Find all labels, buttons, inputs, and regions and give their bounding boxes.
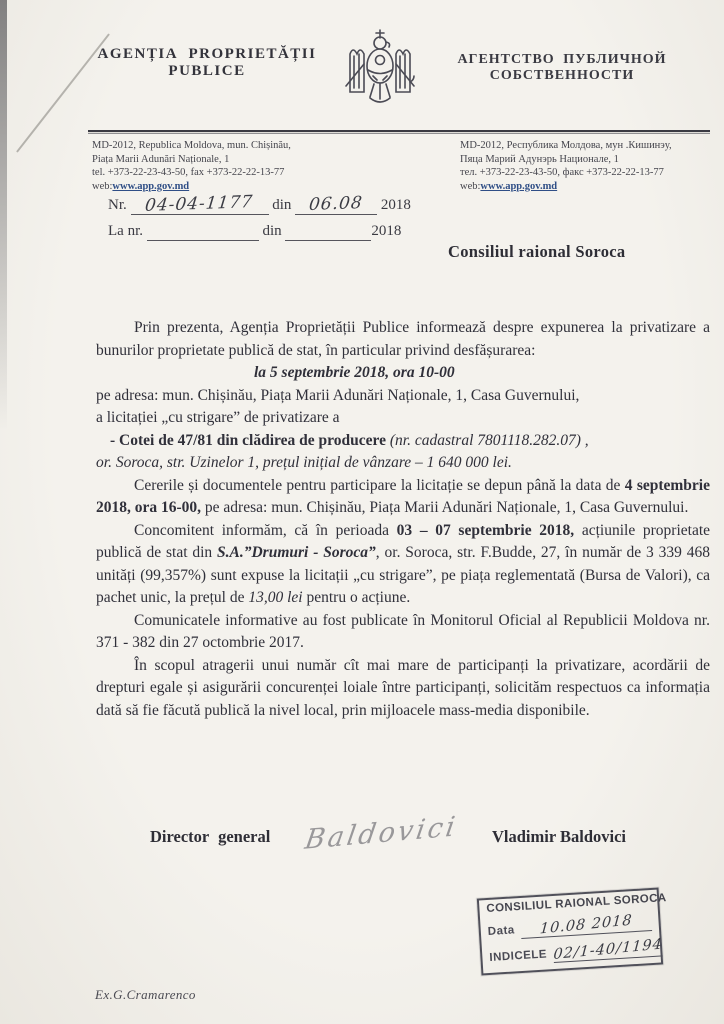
stamp-index-row [489, 936, 663, 967]
registration-stamp [477, 888, 667, 976]
agency-name-romanian: AGENȚIA PROPRIETĂȚII PUBLICE [97, 46, 317, 79]
address-block-russian [460, 139, 724, 193]
la-year-label: 2018 [371, 223, 402, 239]
addressee: Consiliul raional Soroca [448, 242, 626, 261]
moldova-coat-of-arms-icon [330, 24, 430, 126]
stamp-org-name: CONSILIUL RAIONAL SOROCA [486, 892, 667, 916]
shares-text: Concomitent informăm, că în perioada [134, 521, 397, 539]
lot-name-bold: - Cotei de 47/81 din clădirea de producere [110, 431, 390, 449]
shares-text: , or. Soroca, str. F.Budde, 27, în număr de 3 339 468 unități (99,357%) sunt expuse la licitații „cu strigare”, pe piața reglementată (Bursa de Valori), ca pachet unic, la prețul de [96, 544, 711, 606]
signer-name: Vladimir Baldovici [491, 827, 626, 846]
stamp-index-label: INDICELE [489, 948, 548, 964]
din-label: din [272, 197, 292, 213]
paragraph-shares [96, 520, 710, 610]
web-label: web: [92, 180, 113, 192]
deadline-text: Cererile și documentele pentru participare la licitație se depun până la data de [134, 476, 625, 494]
executor-note: Ex.G.Cramarenco [95, 987, 196, 1002]
website-link[interactable]: www.app.gov.md [480, 180, 558, 192]
stamp-date-row [487, 912, 652, 941]
incoming-number-line [108, 223, 401, 241]
letterhead-divider [88, 130, 710, 134]
paragraph-monitor: Comunicatele informative au fost publicate în Monitorul Oficial al Republicii Moldova nr. 371 - 382 din 27 octombrie 2017. [96, 611, 710, 651]
shares-period-bold: 03 – 07 septembrie 2018, [396, 521, 575, 539]
handwritten-stamp-index: 02/1-40/1194 [552, 936, 663, 964]
auction-type-text: a licitației „cu strigare” de privatizare a [96, 409, 340, 426]
signature-row [150, 811, 626, 856]
paragraph-address [96, 385, 710, 430]
address-line: MD-2012, Republica Moldova, mun. Chișinău, [92, 140, 291, 151]
address-line: тел. +373-22-23-43-50, факс +373-22-22-13-77 [460, 167, 664, 178]
address-line: Пяца Марий Адунэрь Национале, 1 [460, 153, 619, 165]
nr-label: Nr. [108, 197, 127, 213]
address-line: tel. +373-22-23-43-50, fax +373-22-22-13-77 [92, 167, 285, 178]
la-din-label: din [262, 223, 282, 239]
stamp-date-slot [520, 912, 652, 939]
address-block-romanian [92, 139, 392, 193]
share-price-italic: 13,00 lei [248, 589, 303, 606]
paragraph-lot [96, 430, 710, 475]
auction-date-line: la 5 septembrie 2018, ora 10-00 [254, 364, 455, 381]
paragraph-deadline [96, 475, 710, 520]
scan-edge-artifact [0, 0, 7, 430]
handwritten-signature: Baldovici [302, 811, 460, 856]
paragraph-intro: Prin prezenta, Agenția Proprietății Publice informează despre expunerea la privatizare a bunurilor proprietate publică de stat, în particular privind desfășurarea: [96, 319, 710, 359]
address-web-line [92, 180, 392, 194]
company-name: S.A.”Drumuri - Soroca” [217, 544, 376, 561]
outgoing-number-line [108, 194, 411, 215]
letter-body [96, 317, 710, 722]
handwritten-outgoing-date: 06.08 [308, 193, 365, 215]
outgoing-number-slot [131, 194, 269, 215]
stamp-data-label: Data [487, 924, 516, 939]
incoming-date-slot [285, 223, 371, 241]
year-label: 2018 [380, 197, 411, 213]
handwritten-outgoing-number: 04-04-1177 [144, 192, 255, 216]
incoming-number-slot [147, 223, 259, 241]
deadline-address-text: pe adresa: mun. Chișinău, Piața Marii Adunări Naționale, 1, Casa Guvernului. [201, 499, 689, 516]
deadline-date-bold: 4 septembrie 2018, ora 16-00, [96, 476, 710, 516]
address-text: pe adresa: mun. Chișinău, Piața Marii Adunări Naționale, 1, Casa Guvernului, [96, 386, 580, 404]
website-link[interactable]: www.app.gov.md [112, 180, 190, 192]
address-line: Piața Marii Adunări Naționale, 1 [92, 153, 230, 165]
address-line: MD-2012, Республика Молдова, мун .Кишинэу, [460, 140, 672, 151]
la-nr-label: La nr. [108, 223, 143, 239]
shares-text: acțiunile proprietate publică de stat din [96, 521, 711, 561]
cadastral-number-italic: (nr. cadastral 7801118.282.07) , [389, 431, 589, 449]
paragraph-request: În scopul atragerii unui număr cît mai mare de participanți la privatizare, acordării de drepturi egale și asigurării concurenței loiale între participanți, solicităm respectuos ca informația dată să fie făcută publică la nivel local, prin mijloacele mass-media disponibile. [96, 656, 710, 719]
address-web-line [460, 180, 724, 194]
lot-price-italic: or. Soroca, str. Uzinelor 1, prețul inițial de vânzare – 1 640 000 lei. [96, 454, 512, 471]
signer-title: Director general [150, 827, 271, 846]
shares-text: pentru o acțiune. [302, 589, 411, 606]
web-label: web: [460, 180, 481, 192]
agency-name-russian: АГЕНТСТВО ПУБЛИЧНОЙ СОБСТВЕННОСТИ [457, 52, 667, 83]
handwritten-stamp-date: 10.08 2018 [539, 912, 634, 938]
stamp-index-slot [552, 937, 663, 963]
outgoing-date-slot [295, 194, 377, 215]
